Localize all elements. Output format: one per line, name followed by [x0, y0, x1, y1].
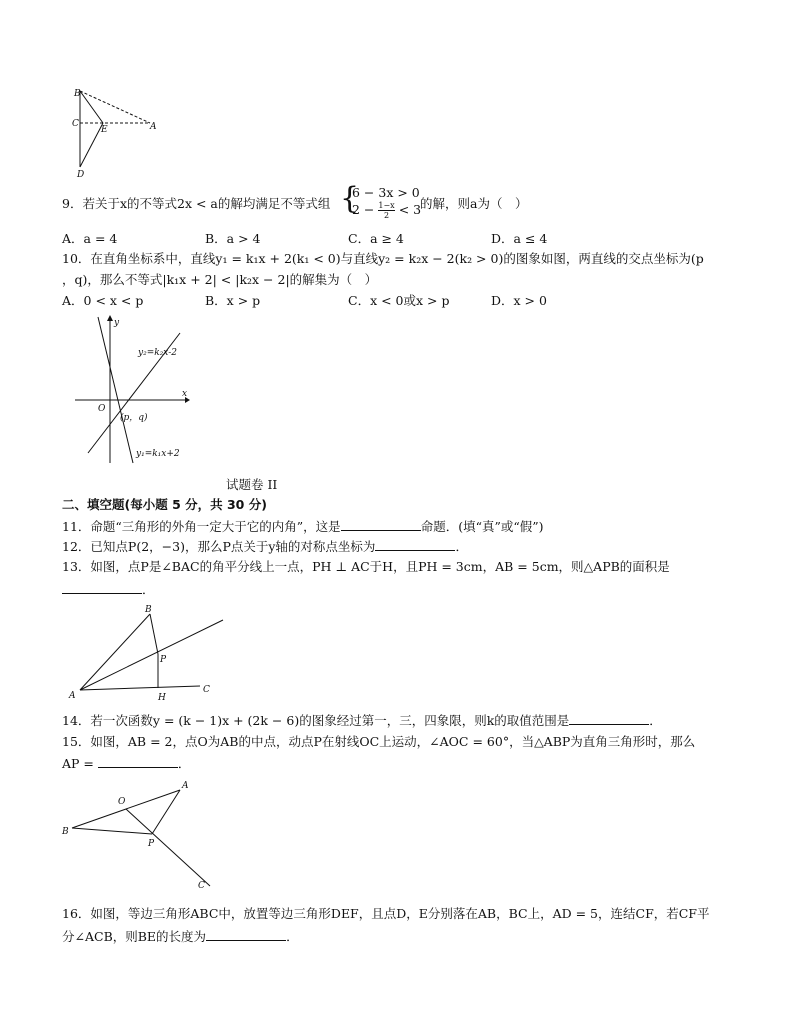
seg-AB: [80, 614, 150, 690]
label-B: B: [74, 89, 81, 99]
label-C: C: [198, 881, 205, 891]
q9-option-d[interactable]: D．a ≤ 4: [491, 231, 548, 246]
q14: [62, 712, 662, 729]
seg-BA-dashed: [80, 91, 150, 123]
q12: [62, 538, 468, 555]
q15-answer-blank[interactable]: [98, 755, 178, 768]
ray-AP: [80, 620, 223, 690]
q9-frac-num: 1−x: [378, 201, 395, 210]
q9-frac-den: 2: [384, 211, 390, 220]
q11-text-a: 11．命题“三角形的外角一定大于它的内角”，这是: [62, 519, 341, 534]
q9-option-a[interactable]: A．a = 4: [62, 231, 118, 246]
label-A: A: [182, 781, 189, 791]
system-brace: {: [340, 181, 360, 216]
seg-AC: [80, 686, 200, 690]
q10-line2: ，q)，那么不等式|k₁x + 2| < |k₂x − 2|的解集为（ ）: [62, 272, 378, 287]
q10-option-a[interactable]: A．0 < x < p: [62, 293, 144, 308]
q13-answer-blank[interactable]: [62, 581, 142, 594]
label-y: y: [114, 318, 120, 328]
q15-text-a: AP =: [62, 756, 94, 771]
q13-line2: [62, 581, 155, 598]
q9-option-c[interactable]: C．a ≥ 4: [348, 231, 404, 246]
q12-text-b: ．: [455, 539, 468, 554]
q10-option-d[interactable]: D．x > 0: [491, 293, 547, 308]
q13-line1: 13．如图，点P是∠BAC的角平分线上一点，PH ⊥ AC于H，且PH = 3cm，AB = 5cm，则△APB的面积是: [62, 559, 670, 574]
label-C: C: [72, 119, 79, 129]
q16-answer-blank[interactable]: [206, 928, 286, 941]
q11-text-b: 命题．(填“真”或“假”): [420, 519, 544, 534]
section-caption: 试题卷 II: [226, 477, 278, 492]
q9-sys-line2-b: < 3: [398, 202, 422, 217]
seg-BP: [150, 614, 158, 654]
q16-line1: 16．如图，等边三角形ABC中，放置等边三角形DEF，且点D，E分别落在AB，BC上，AD = 5，连结CF，若CF平: [62, 906, 710, 921]
q14-answer-blank[interactable]: [569, 712, 649, 725]
q11: [62, 518, 544, 535]
label-P: P: [160, 655, 167, 665]
label-B: B: [62, 827, 69, 837]
label-A: A: [69, 691, 76, 701]
q16-line2: [62, 928, 299, 945]
q9-fraction: [378, 201, 394, 220]
figure-q10-graph: [70, 315, 200, 465]
q12-text-a: 12．已知点P(2，−3)，那么P点关于y轴的对称点坐标为: [62, 539, 376, 554]
label-D: D: [77, 170, 85, 180]
section-title: 二、填空题(每小题 5 分，共 30 分): [62, 497, 267, 512]
q9-stem-a: 9．若关于x的不等式2x < a的解均满足不等式组: [62, 196, 331, 211]
q16-text-a: 分∠ACB，则BE的长度为: [62, 929, 207, 944]
label-P: P: [148, 839, 155, 849]
seg-AP: [152, 790, 180, 834]
q15-text-b: ．: [177, 756, 191, 771]
figure-q8: [70, 85, 170, 180]
line-y1: [98, 317, 133, 463]
q16-text-b: ．: [286, 929, 299, 944]
q10-option-c[interactable]: C．x < 0或x > p: [348, 293, 450, 308]
seg-BP: [72, 828, 152, 834]
q11-answer-blank[interactable]: [341, 518, 421, 531]
q10-option-b[interactable]: B．x > p: [205, 293, 261, 308]
q9-sys-line1: 6 − 3x > 0: [352, 185, 420, 200]
q15-line2: [62, 755, 190, 772]
label-E: E: [101, 125, 108, 135]
ray-OC: [126, 809, 210, 886]
label-A: A: [150, 122, 157, 132]
q9-sys-line2-a: 2 −: [352, 202, 375, 217]
label-x: x: [182, 389, 188, 399]
figure-q13: [65, 600, 235, 703]
q13-text-b: ．: [142, 582, 155, 597]
q9-option-b[interactable]: B．a > 4: [205, 231, 261, 246]
q9-stem-b: 的解，则a为（ ）: [420, 196, 528, 211]
q14-text-b: ．: [649, 713, 662, 728]
label-C: C: [203, 685, 210, 695]
q9-sys-line2: [352, 201, 421, 220]
label-line-y1: y₁=k₁x+2: [136, 449, 180, 459]
q14-text-a: 14．若一次函数y = (k − 1)x + (2k − 6)的图象经过第一，三，四象限，则k的取值范围是: [62, 713, 570, 728]
figure-q15: [60, 778, 230, 893]
q10-line1: 10．在直角坐标系中，直线y₁ = k₁x + 2(k₁ < 0)与直线y₂ = k₂x − 2(k₂ > 0)的图象如图，两直线的交点坐标为(p: [62, 251, 704, 266]
q9-stem: [62, 196, 330, 212]
q12-answer-blank[interactable]: [375, 538, 455, 551]
q15-line1: 15．如图，AB = 2，点O为AB的中点，动点P在射线OC上运动，∠AOC = 60°，当△ABP为直角三角形时，那么: [62, 734, 696, 749]
label-intersection: (p，q): [120, 413, 148, 423]
label-O: O: [118, 797, 126, 807]
seg-ED: [80, 123, 103, 167]
label-B: B: [145, 605, 152, 615]
label-line-y2: y₂=k₂x-2: [138, 348, 177, 358]
y-axis-arrow: [107, 315, 113, 321]
label-H: H: [158, 693, 166, 703]
label-origin: O: [98, 404, 106, 414]
